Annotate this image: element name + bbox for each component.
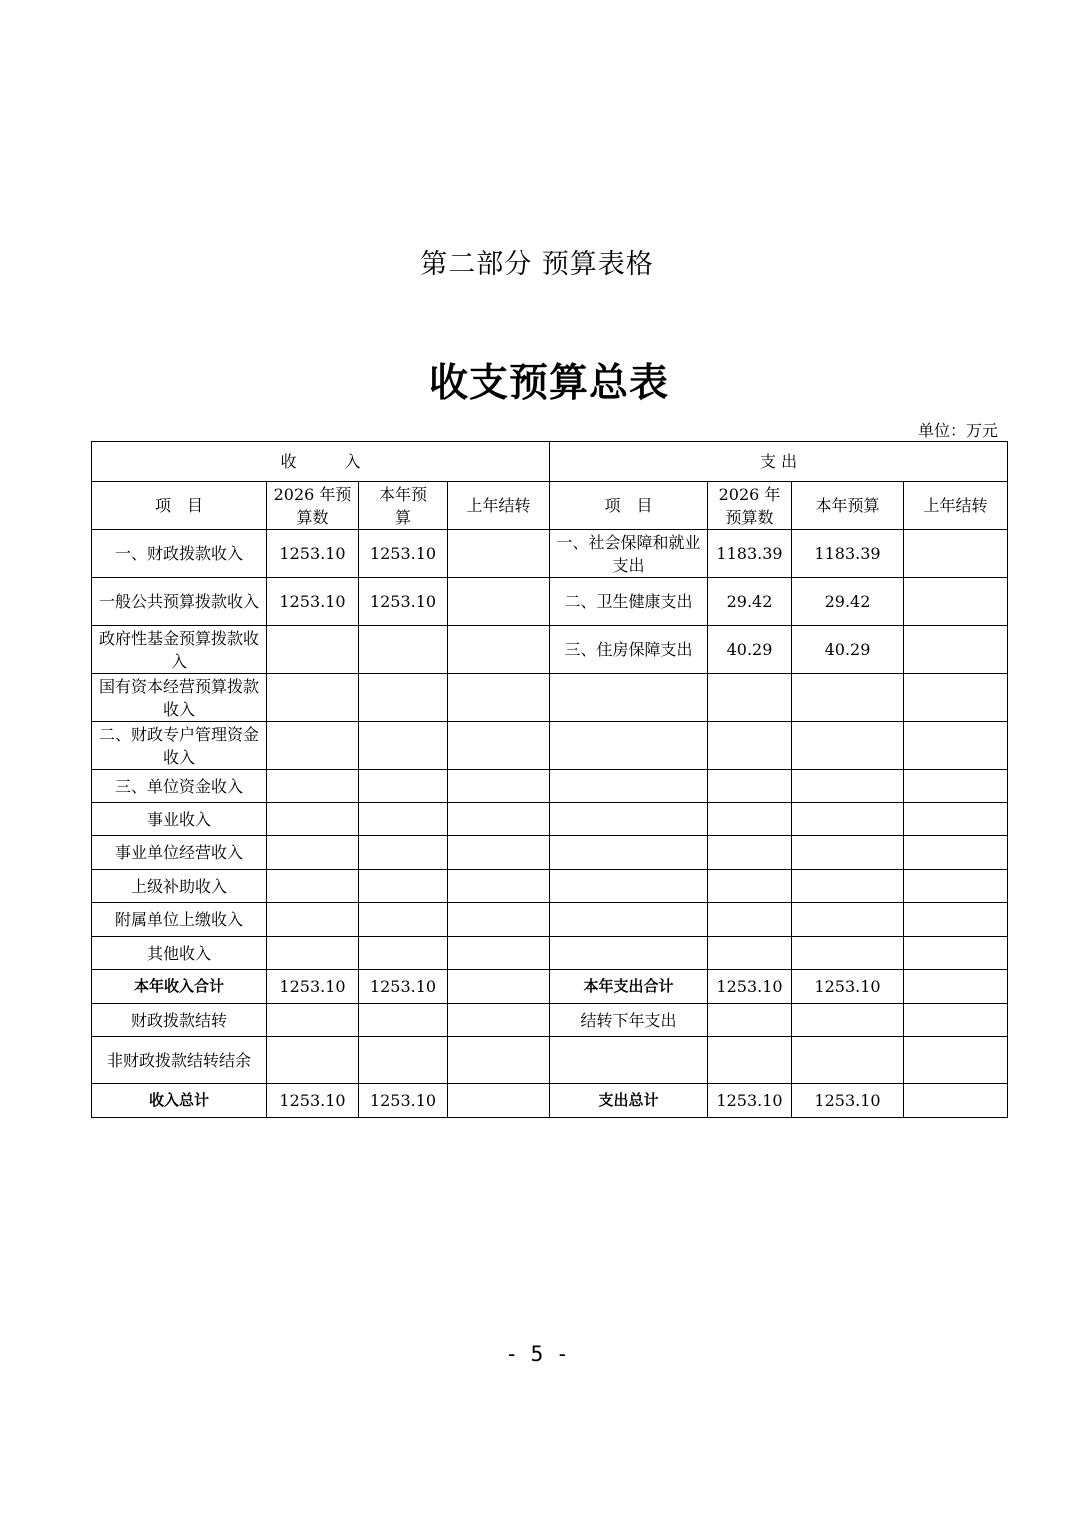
- unit-label: 单位：万元: [917, 421, 998, 440]
- income-item-cell: 上级补助收入: [92, 870, 267, 903]
- expense-prior-carry-cell: [904, 903, 1008, 937]
- page-number: - 5 -: [505, 1342, 569, 1366]
- expense-current-year-cell: [792, 1004, 904, 1037]
- expense-current-year-cell: [792, 836, 904, 870]
- expense-budget-2026-cell: [708, 1037, 792, 1084]
- income-prior-carry-cell: [448, 803, 550, 836]
- expense-prior-carry-cell: [904, 722, 1008, 770]
- expense-budget-2026-cell: [708, 903, 792, 937]
- expense-prior-carry-cell: [904, 530, 1008, 578]
- income-budget-2026-cell: [267, 770, 359, 803]
- table-row: [92, 626, 1008, 674]
- table-row: [92, 1037, 1008, 1084]
- income-prior-carry-cell: [448, 1004, 550, 1037]
- expense-current-year-cell: [792, 937, 904, 970]
- income-current-year-cell: 1253.10: [359, 578, 448, 626]
- income-current-year-cell: [359, 770, 448, 803]
- expense-budget-2026-cell: 40.29: [708, 626, 792, 674]
- income-budget-2026-cell: [267, 870, 359, 903]
- income-budget-2026-cell: [267, 803, 359, 836]
- part-title: 第二部分 预算表格: [420, 249, 654, 280]
- expense-prior-carry-cell: [904, 836, 1008, 870]
- expense-budget-2026-cell: [708, 674, 792, 722]
- table-row: [92, 1004, 1008, 1037]
- income-current-year-cell: 1253.10: [359, 970, 448, 1004]
- income-budget-2026-header: 2026 年预算数: [267, 482, 359, 530]
- expense-item-cell: [550, 803, 708, 836]
- table-row: [92, 903, 1008, 937]
- income-prior-carry-cell: [448, 1037, 550, 1084]
- table-row: [92, 970, 1008, 1004]
- income-current-year-cell: [359, 803, 448, 836]
- income-item-cell: 本年收入合计: [92, 970, 267, 1004]
- income-current-year-cell: [359, 836, 448, 870]
- expense-budget-2026-cell: [708, 870, 792, 903]
- income-current-year-header: 本年预 算: [359, 482, 448, 530]
- table-row: [92, 530, 1008, 578]
- expense-current-year-cell: 1183.39: [792, 530, 904, 578]
- income-item-cell: 其他收入: [92, 937, 267, 970]
- income-current-year-cell: 1253.10: [359, 1084, 448, 1118]
- income-budget-2026-cell: 1253.10: [267, 970, 359, 1004]
- income-prior-carry-cell: [448, 903, 550, 937]
- expense-prior-carry-cell: [904, 937, 1008, 970]
- income-prior-carry-cell: [448, 1084, 550, 1118]
- expense-budget-2026-cell: [708, 722, 792, 770]
- expense-item-cell: [550, 836, 708, 870]
- expense-prior-carry-cell: [904, 970, 1008, 1004]
- expense-current-year-cell: [792, 722, 904, 770]
- column-header-row: [92, 482, 1008, 530]
- table-row: [92, 770, 1008, 803]
- expense-budget-2026-cell: 1253.10: [708, 1084, 792, 1118]
- expense-budget-2026-cell: 29.42: [708, 578, 792, 626]
- expense-budget-2026-cell: [708, 1004, 792, 1037]
- expense-budget-2026-cell: [708, 770, 792, 803]
- table-row: [92, 578, 1008, 626]
- expense-current-year-cell: [792, 870, 904, 903]
- income-budget-2026-cell: [267, 836, 359, 870]
- income-prior-carry-cell: [448, 578, 550, 626]
- table-row: [92, 674, 1008, 722]
- income-budget-2026-cell: [267, 1004, 359, 1037]
- expense-prior-carry-cell: [904, 578, 1008, 626]
- expense-budget-2026-cell: [708, 836, 792, 870]
- income-prior-carry-cell: [448, 836, 550, 870]
- income-item-cell: 事业单位经营收入: [92, 836, 267, 870]
- income-prior-carry-cell: [448, 530, 550, 578]
- income-current-year-cell: 1253.10: [359, 530, 448, 578]
- table-row: [92, 722, 1008, 770]
- income-section-header: 收 入: [92, 442, 550, 482]
- income-current-year-cell: [359, 870, 448, 903]
- income-budget-2026-cell: [267, 674, 359, 722]
- budget-summary-table: [91, 441, 1008, 1118]
- income-item-cell: 非财政拨款结转结余: [92, 1037, 267, 1084]
- expense-prior-carry-cell: [904, 1004, 1008, 1037]
- expense-current-year-cell: 40.29: [792, 626, 904, 674]
- table-row: [92, 803, 1008, 836]
- income-item-cell: 政府性基金预算拨款收入: [92, 626, 267, 674]
- expense-item-cell: [550, 674, 708, 722]
- expense-item-cell: [550, 1037, 708, 1084]
- expense-prior-carry-cell: [904, 770, 1008, 803]
- income-current-year-cell: [359, 1037, 448, 1084]
- income-prior-carry-cell: [448, 970, 550, 1004]
- income-prior-carry-cell: [448, 626, 550, 674]
- income-item-cell: 三、单位资金收入: [92, 770, 267, 803]
- income-budget-2026-cell: 1253.10: [267, 530, 359, 578]
- expense-item-cell: 三、住房保障支出: [550, 626, 708, 674]
- income-prior-carry-cell: [448, 937, 550, 970]
- income-prior-carry-header: 上年结转: [448, 482, 550, 530]
- income-prior-carry-cell: [448, 722, 550, 770]
- expense-current-year-cell: [792, 1037, 904, 1084]
- expense-current-year-cell: 29.42: [792, 578, 904, 626]
- income-current-year-cell: [359, 626, 448, 674]
- income-current-year-cell: [359, 1004, 448, 1037]
- document-title: 收支预算总表: [428, 360, 669, 406]
- expense-item-cell: 一、社会保障和就业支出: [550, 530, 708, 578]
- income-budget-2026-cell: [267, 626, 359, 674]
- expense-prior-carry-cell: [904, 674, 1008, 722]
- expense-budget-2026-cell: [708, 937, 792, 970]
- expense-current-year-cell: [792, 770, 904, 803]
- expense-item-cell: 本年支出合计: [550, 970, 708, 1004]
- section-header-row: [92, 442, 1008, 482]
- expense-current-year-cell: 1253.10: [792, 1084, 904, 1118]
- income-prior-carry-cell: [448, 870, 550, 903]
- income-current-year-cell: [359, 937, 448, 970]
- income-item-cell: 附属单位上缴收入: [92, 903, 267, 937]
- table-row: [92, 836, 1008, 870]
- income-item-cell: 财政拨款结转: [92, 1004, 267, 1037]
- income-budget-2026-cell: 1253.10: [267, 1084, 359, 1118]
- income-item-cell: 一般公共预算拨款收入: [92, 578, 267, 626]
- expense-prior-carry-header: 上年结转: [904, 482, 1008, 530]
- expense-current-year-cell: [792, 803, 904, 836]
- income-prior-carry-cell: [448, 770, 550, 803]
- income-budget-2026-cell: [267, 903, 359, 937]
- income-budget-2026-cell: 1253.10: [267, 578, 359, 626]
- expense-budget-2026-cell: 1253.10: [708, 970, 792, 1004]
- expense-current-year-header: 本年预算: [792, 482, 904, 530]
- expense-prior-carry-cell: [904, 1084, 1008, 1118]
- expense-item-cell: [550, 770, 708, 803]
- income-item-cell: 收入总计: [92, 1084, 267, 1118]
- expense-current-year-cell: [792, 903, 904, 937]
- expense-item-cell: [550, 722, 708, 770]
- expense-prior-carry-cell: [904, 626, 1008, 674]
- income-item-cell: 二、财政专户管理资金收入: [92, 722, 267, 770]
- expense-prior-carry-cell: [904, 870, 1008, 903]
- income-item-cell: 一、财政拨款收入: [92, 530, 267, 578]
- income-item-cell: 国有资本经营预算拨款收入: [92, 674, 267, 722]
- income-item-header: 项 目: [92, 482, 267, 530]
- expense-current-year-cell: 1253.10: [792, 970, 904, 1004]
- table-row: [92, 937, 1008, 970]
- table-row: [92, 1084, 1008, 1118]
- expense-prior-carry-cell: [904, 1037, 1008, 1084]
- income-current-year-cell: [359, 674, 448, 722]
- income-budget-2026-cell: [267, 722, 359, 770]
- expense-item-cell: 支出总计: [550, 1084, 708, 1118]
- income-item-cell: 事业收入: [92, 803, 267, 836]
- table-row: [92, 870, 1008, 903]
- income-budget-2026-cell: [267, 1037, 359, 1084]
- expense-item-cell: [550, 903, 708, 937]
- expense-budget-2026-cell: 1183.39: [708, 530, 792, 578]
- expense-item-cell: [550, 870, 708, 903]
- expense-budget-2026-cell: [708, 803, 792, 836]
- expense-item-cell: 二、卫生健康支出: [550, 578, 708, 626]
- expense-item-cell: 结转下年支出: [550, 1004, 708, 1037]
- expense-current-year-cell: [792, 674, 904, 722]
- income-budget-2026-cell: [267, 937, 359, 970]
- expense-prior-carry-cell: [904, 803, 1008, 836]
- expense-section-header: 支 出: [550, 442, 1008, 482]
- expense-item-header: 项 目: [550, 482, 708, 530]
- income-current-year-cell: [359, 722, 448, 770]
- income-prior-carry-cell: [448, 674, 550, 722]
- expense-budget-2026-header: 2026 年预算数: [708, 482, 792, 530]
- income-current-year-cell: [359, 903, 448, 937]
- expense-item-cell: [550, 937, 708, 970]
